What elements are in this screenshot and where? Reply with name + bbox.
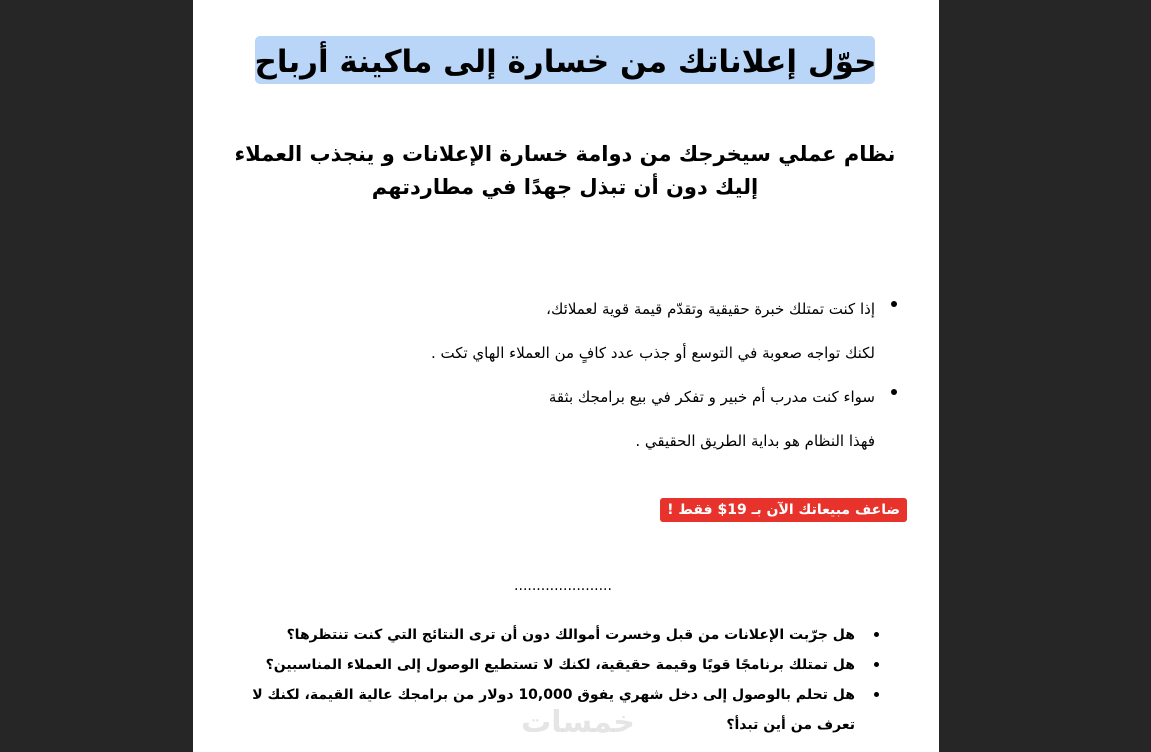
question-text: هل تمتلك برنامجًا قويًا وقيمة حقيقية، لكنك لا تستطيع الوصول إلى العملاء المناسبين؟ [265, 657, 855, 673]
question-item [239, 620, 879, 650]
separator-dots: ...................... [514, 578, 612, 594]
cta-badge: ضاعف مبيعاتك الآن بـ 19$ فقط ! [660, 498, 907, 522]
question-text: هل جرّبت الإعلانات من قبل وخسرت أموالك دون أن ترى النتائج التي كنت تنتظرها؟ [286, 627, 855, 643]
question-item [239, 680, 879, 740]
document-page [193, 0, 939, 752]
page-title: حوّل إعلاناتك من خسارة إلى ماكينة أرباح [254, 44, 877, 80]
intro-bullet-item [337, 382, 897, 456]
bullet-dot-icon [874, 632, 879, 637]
question-text: هل تحلم بالوصول إلى دخل شهري يفوق 10,000 دولار من برامجك عالية القيمة، لكنك لا تعرف من أين تبدأ؟ [252, 687, 855, 733]
bullet-dot-icon [874, 662, 879, 667]
bullet-dot-icon [891, 301, 897, 307]
intro-bullet-line: سواء كنت مدرب أم خبير و تفكر في بيع برامجك بثقة [548, 388, 875, 406]
intro-bullet-continuation: لكنك تواجه صعوبة في التوسع أو جذب عدد كافٍ من العملاء الهاي تكت . [430, 344, 875, 362]
questions-list [239, 620, 879, 740]
intro-bullet-continuation: فهذا النظام هو بداية الطريق الحقيقي . [635, 432, 875, 450]
page-subtitle: نظام عملي سيخرجك من دوامة خسارة الإعلانات و ينجذب العملاء إليك دون أن تبذل جهدًا في مطاردتهم [234, 142, 896, 199]
question-item [239, 650, 879, 680]
bullet-dot-icon [891, 389, 897, 395]
intro-bullet-line: إذا كنت تمتلك خبرة حقيقية وتقدّم قيمة قوية لعملائك، [546, 300, 875, 318]
bullet-dot-icon [874, 692, 879, 697]
watermark-logo: خمسات [521, 705, 635, 740]
intro-bullet-item [337, 294, 897, 368]
intro-bullet-list [337, 294, 897, 470]
